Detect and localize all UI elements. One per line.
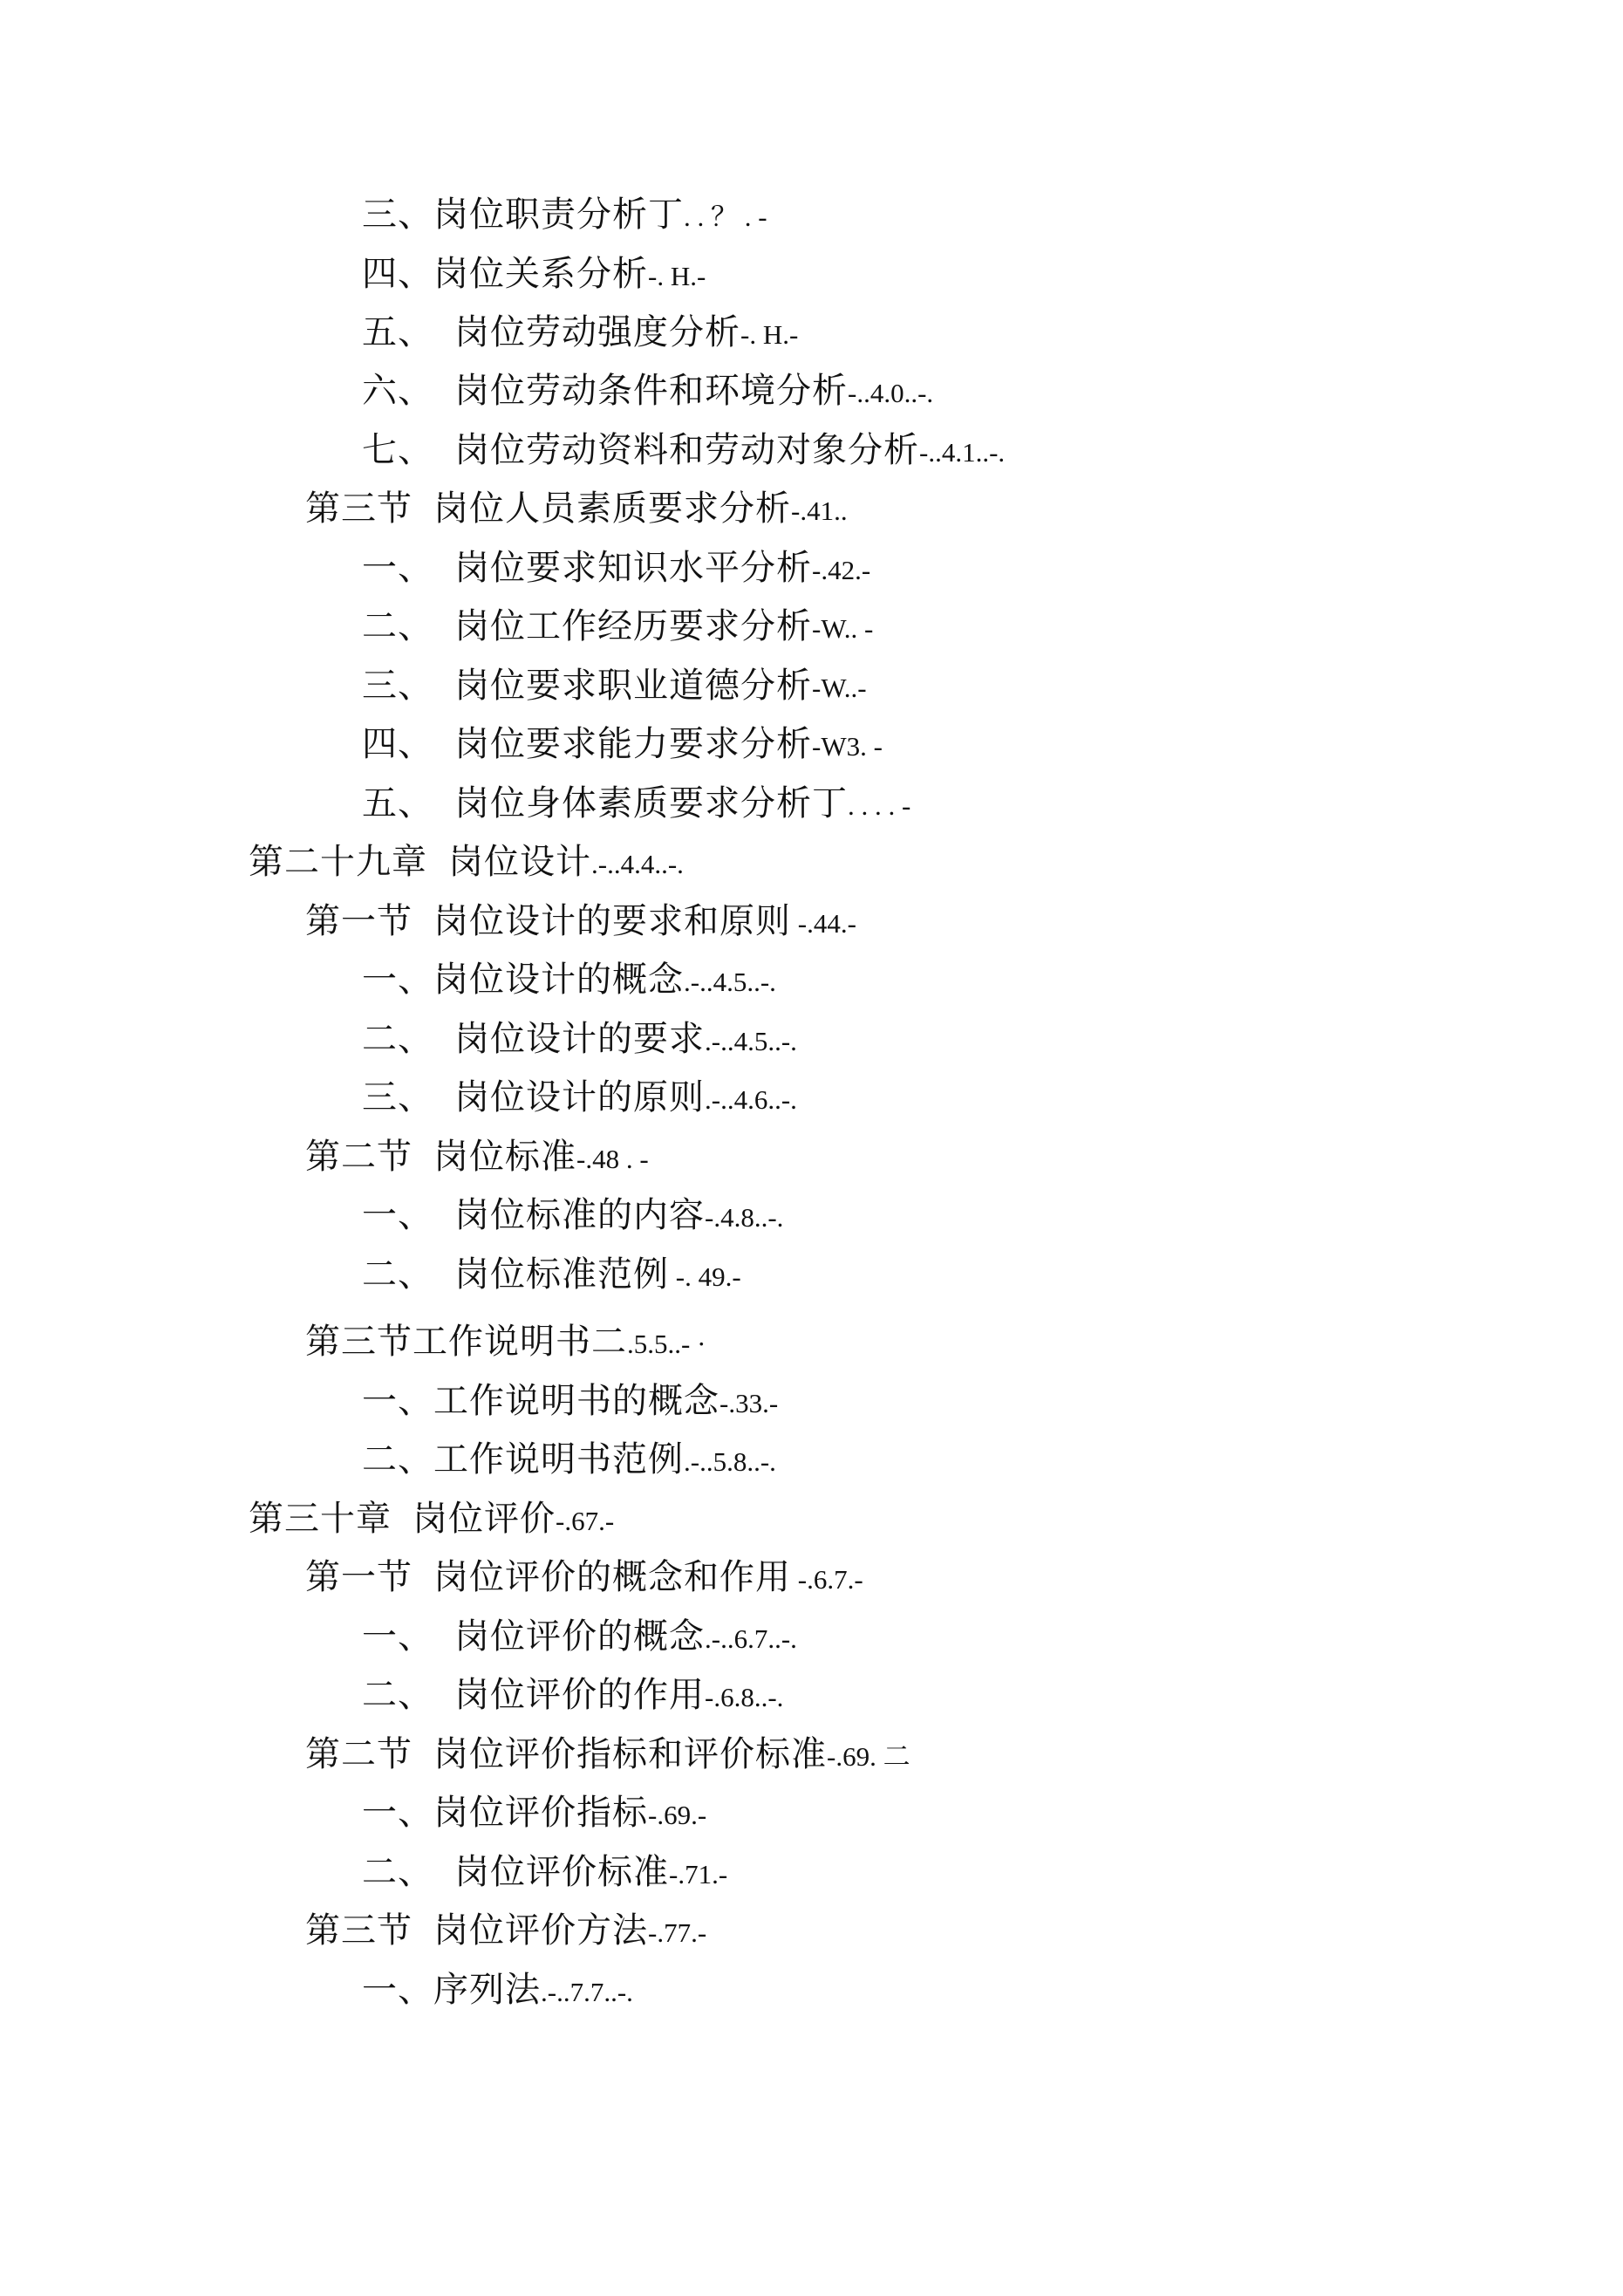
toc-entry-page-ref: -.41.. <box>791 495 848 526</box>
toc-entry-page-ref: . . ？ . - <box>684 202 767 232</box>
toc-entry-page-ref: .5.5..- · <box>627 1329 706 1359</box>
toc-entry-item[interactable] <box>362 1849 727 1897</box>
toc-entry-number: 二、 <box>362 1852 433 1892</box>
toc-entry-page-ref: .-..4.4..-. <box>591 849 684 879</box>
toc-entry-page-ref: -. 49.- <box>669 1261 741 1292</box>
toc-entry-number: 二、 <box>362 1439 433 1479</box>
toc-entry-item[interactable] <box>362 1790 706 1838</box>
toc-entry-title: 岗位评价指标 <box>433 1793 648 1833</box>
toc-entry-title: 岗位评价的概念和作用 <box>433 1557 791 1597</box>
toc-entry-number: 五、 <box>362 312 433 352</box>
toc-entry-number: 六、 <box>362 371 433 411</box>
toc-entry-page-ref: .-..5.8..-. <box>684 1446 776 1477</box>
toc-entry-number: 一、 <box>362 1793 433 1833</box>
toc-entry-item[interactable] <box>362 1378 778 1426</box>
toc-entry-title: 岗位身体素质要求分析丁 <box>454 783 848 823</box>
toc-entry-item[interactable] <box>362 310 798 358</box>
toc-entry-page-ref: -.44.- <box>791 908 856 939</box>
toc-entry-title: 岗位工作经历要求分析 <box>454 606 812 646</box>
toc-entry-number: 一、 <box>362 1616 433 1657</box>
toc-entry-page-ref: -W.. - <box>812 613 874 644</box>
toc-entry-title: 岗位评价标准 <box>454 1852 669 1892</box>
toc-entry-item[interactable] <box>362 1192 783 1240</box>
toc-entry-section[interactable] <box>305 486 848 534</box>
toc-entry-title: 序列法 <box>433 1970 541 2010</box>
toc-entry-title: 工作说明书二 <box>413 1322 627 1362</box>
toc-entry-page-ref: -W..- <box>812 673 867 703</box>
toc-entry-number: 二、 <box>362 1019 433 1059</box>
toc-entry-number: 第三节 <box>305 489 413 529</box>
toc-entry-number: 四、 <box>362 724 433 764</box>
toc-entry-item[interactable] <box>362 1016 797 1064</box>
toc-entry-page-ref: .-..4.6..-. <box>705 1084 797 1115</box>
toc-entry-title: 岗位设计的概念 <box>433 960 684 1000</box>
toc-entry-page-ref: -.6.8..-. <box>705 1682 784 1712</box>
toc-entry-title: 岗位设计的要求和原则 <box>433 901 791 941</box>
toc-entry-page-ref: .-..4.5..-. <box>684 967 776 997</box>
toc-entry-title: 岗位评价方法 <box>433 1910 648 1951</box>
toc-entry-section[interactable] <box>305 1319 706 1367</box>
toc-entry-number: 第二节 <box>305 1734 413 1774</box>
toc-entry-title: 岗位设计 <box>448 842 591 882</box>
toc-entry-number: 三、 <box>362 666 433 706</box>
toc-entry-number: 二、 <box>362 1254 433 1295</box>
toc-entry-item[interactable] <box>362 604 873 652</box>
toc-entry-item[interactable] <box>362 781 910 829</box>
toc-entry-page-ref: -. H.- <box>740 319 799 350</box>
toc-entry-title: 岗位关系分析 <box>433 254 648 294</box>
toc-entry-number: 一、 <box>362 1381 433 1421</box>
toc-entry-number: 第一节 <box>305 1557 413 1597</box>
toc-entry-number: 三、 <box>362 195 433 235</box>
toc-entry-number: 第二十九章 <box>249 842 427 882</box>
toc-entry-number: 三、 <box>362 1077 433 1117</box>
toc-entry-number: 第一节 <box>305 901 413 941</box>
toc-entry-page-ref: -.42.- <box>812 555 871 585</box>
toc-entry-item[interactable] <box>362 1672 783 1720</box>
toc-entry-number: 第三节 <box>305 1322 413 1362</box>
toc-entry-title: 岗位标准范例 <box>454 1254 669 1295</box>
toc-entry-number: 第三十章 <box>249 1499 392 1539</box>
toc-entry-page-ref: -W3. - <box>812 731 883 762</box>
toc-entry-title: 岗位设计的要求 <box>454 1019 705 1059</box>
toc-entry-chapter[interactable] <box>249 839 684 887</box>
toc-entry-section[interactable] <box>305 1555 863 1602</box>
toc-entry-item[interactable] <box>362 1614 797 1662</box>
toc-entry-item[interactable] <box>362 663 867 711</box>
toc-entry-number: 第三节 <box>305 1910 413 1951</box>
toc-entry-title: 工作说明书范例 <box>433 1439 684 1479</box>
toc-entry-number: 一、 <box>362 960 433 1000</box>
toc-entry-title: 岗位人员素质要求分析 <box>433 489 791 529</box>
toc-entry-title: 岗位设计的原则 <box>454 1077 705 1117</box>
toc-entry-title: 岗位评价的概念 <box>454 1616 705 1657</box>
toc-entry-number: 二、 <box>362 1675 433 1715</box>
toc-entry-page-ref: -.67.- <box>556 1506 615 1536</box>
toc-entry-item[interactable] <box>362 368 933 416</box>
toc-entry-title: 岗位要求职业道德分析 <box>454 666 812 706</box>
toc-entry-number: 第二节 <box>305 1137 413 1177</box>
toc-entry-item[interactable] <box>362 545 870 593</box>
toc-entry-title: 岗位职责分析丁 <box>433 195 684 235</box>
toc-entry-page-ref: -.4.8..-. <box>705 1202 784 1233</box>
toc-entry-number: 一、 <box>362 548 433 588</box>
toc-entry-item[interactable] <box>362 957 776 1005</box>
toc-entry-title: 岗位标准 <box>433 1137 576 1177</box>
toc-entry-page-ref: -..4.1..-. <box>919 437 1006 468</box>
toc-entry-number: 五、 <box>362 783 433 823</box>
toc-entry-title: 岗位劳动资料和劳动对象分析 <box>454 430 919 470</box>
toc-entry-number: 一、 <box>362 1195 433 1235</box>
toc-entry-page-ref: -..4.0..-. <box>848 378 934 408</box>
toc-entry-page-ref: .-..7.7..-. <box>541 1977 633 2007</box>
toc-entry-item[interactable] <box>362 192 767 240</box>
toc-entry-page-ref: -.71.- <box>669 1859 728 1889</box>
toc-entry-number: 二、 <box>362 606 433 646</box>
toc-entry-title: 岗位评价的作用 <box>454 1675 705 1715</box>
toc-entry-page-ref: -.33.- <box>719 1388 779 1418</box>
toc-entry-section[interactable] <box>305 1134 649 1182</box>
toc-entry-section[interactable] <box>305 899 856 946</box>
toc-entry-page-ref: . . . . - <box>848 790 911 821</box>
toc-entry-page-ref: .-..6.7..-. <box>705 1623 797 1654</box>
toc-entry-title: 岗位评价 <box>413 1499 556 1539</box>
toc-entry-page-ref: -.77.- <box>648 1917 707 1948</box>
toc-entry-page-ref: -.69.- <box>648 1800 707 1830</box>
toc-entry-item[interactable] <box>362 1075 797 1123</box>
toc-entry-page-ref: -.6.7.- <box>791 1564 863 1595</box>
toc-entry-number: 七、 <box>362 430 433 470</box>
toc-entry-title: 岗位评价指标和评价标准 <box>433 1734 827 1774</box>
toc-entry-chapter[interactable] <box>249 1496 614 1544</box>
toc-entry-title: 岗位要求能力要求分析 <box>454 724 812 764</box>
toc-entry-page-ref: -.48 . - <box>576 1144 649 1174</box>
toc-entry-number: 一、 <box>362 1970 433 2010</box>
toc-entry-section[interactable] <box>305 1908 706 1956</box>
toc-entry-number: 四、 <box>362 254 433 294</box>
toc-entry-page-ref: .-..4.5..-. <box>705 1026 797 1056</box>
toc-entry-item[interactable] <box>362 1252 741 1300</box>
toc-entry-page-ref: -. H.- <box>648 261 706 291</box>
toc-entry-title: 岗位标准的内容 <box>454 1195 705 1235</box>
toc-entry-title: 岗位劳动强度分析 <box>454 312 740 352</box>
toc-entry-item[interactable] <box>362 721 883 769</box>
toc-entry-item[interactable] <box>362 1437 776 1485</box>
toc-entry-title: 工作说明书的概念 <box>433 1381 719 1421</box>
toc-entry-section[interactable] <box>305 1732 910 1780</box>
toc-entry-item[interactable] <box>362 251 706 299</box>
toc-entry-title: 岗位劳动条件和环境分析 <box>454 371 848 411</box>
toc-entry-title: 岗位要求知识水平分析 <box>454 548 812 588</box>
toc-entry-page-ref: -.69. 二 <box>827 1741 910 1772</box>
toc-entry-item[interactable] <box>362 1967 633 2015</box>
toc-entry-item[interactable] <box>362 427 1005 475</box>
